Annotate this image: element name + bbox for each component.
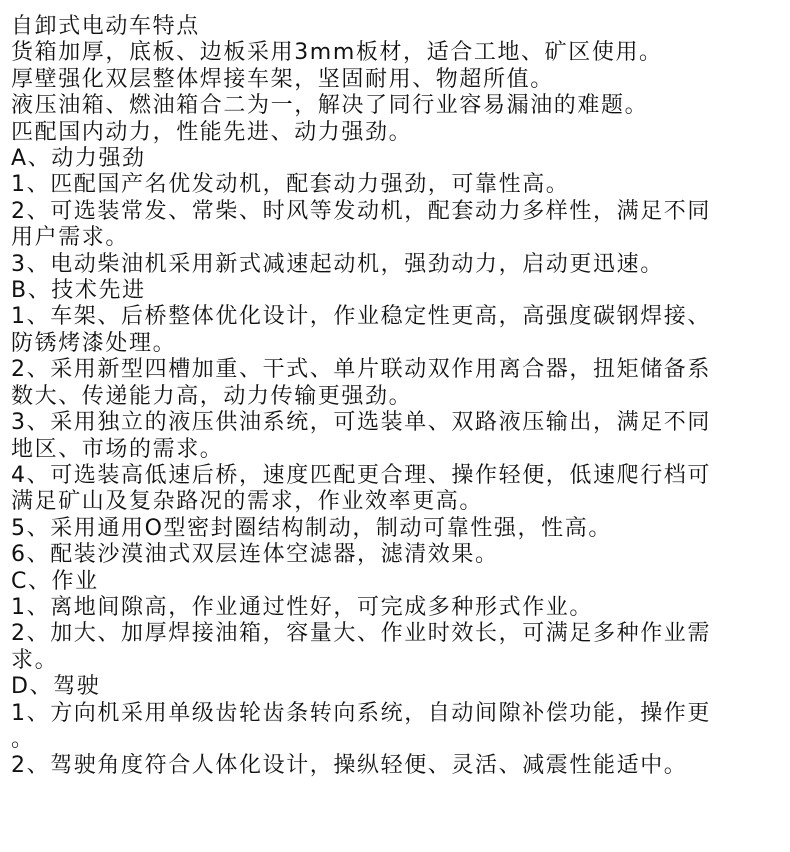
section-b-line: 1、车架、后桥整体优化设计，作业稳定性更高，高强度碳钢焊接、 xyxy=(11,304,711,330)
section-heading-d: D、驾驶 xyxy=(11,674,101,700)
section-b-line: 地区、市场的需求。 xyxy=(11,436,224,462)
section-c-line: 求。 xyxy=(11,647,59,673)
section-heading-b: B、技术先进 xyxy=(11,278,146,304)
intro-line: 厚壁强化双层整体焊接车架，坚固耐用、物超所值。 xyxy=(11,66,554,92)
section-d-line: 。 xyxy=(11,726,35,752)
section-heading-a: A、动力强劲 xyxy=(11,146,146,172)
section-b-line: 5、采用通用O型密封圈结构制动，制动可靠性强，性高。 xyxy=(11,515,612,541)
section-b-line: 满足矿山及复杂路况的需求，作业效率更高。 xyxy=(11,489,484,515)
section-c-line: 2、加大、加厚焊接油箱，容量大、作业时效长，可满足多种作业需 xyxy=(11,621,711,647)
section-c-line: 1、离地间隙高，作业通过性好，可完成多种形式作业。 xyxy=(11,594,593,620)
section-a-line: 用户需求。 xyxy=(11,225,130,251)
section-b-line: 2、采用新型四槽加重、干式、单片联动双作用离合器，扭矩储备系 xyxy=(11,357,711,383)
section-b-line: 3、采用独立的液压供油系统，可选装单、双路液压输出，满足不同 xyxy=(11,410,711,436)
section-b-line: 6、配装沙漠油式双层连体空滤器，滤清效果。 xyxy=(11,542,499,568)
section-a-line: 2、可选装常发、常柴、时风等发动机，配套动力多样性，满足不同 xyxy=(11,198,711,224)
intro-line: 匹配国内动力，性能先进、动力强劲。 xyxy=(11,119,413,145)
intro-line: 液压油箱、燃油箱合二为一，解决了同行业容易漏油的难题。 xyxy=(11,93,649,119)
section-b-line: 防锈烤漆处理。 xyxy=(11,330,177,356)
section-d-line: 2、驾驶角度符合人体化设计，操纵轻便、灵活、减震性能适中。 xyxy=(11,753,688,779)
document-body xyxy=(11,14,786,780)
section-heading-c: C、作业 xyxy=(11,568,99,594)
section-b-line: 4、可选装高低速后桥，速度匹配更合理、操作轻便，低速爬行档可 xyxy=(11,462,711,488)
section-a-line: 3、电动柴油机采用新式减速起动机，强劲动力，启动更迅速。 xyxy=(11,251,664,277)
section-b-line: 数大、传递能力高，动力传输更强劲。 xyxy=(11,383,413,409)
section-d-line: 1、方向机采用单级齿轮齿条转向系统，自动间隙补偿功能，操作更 xyxy=(11,700,711,726)
page-title: 自卸式电动车特点 xyxy=(11,14,200,39)
intro-line: 货箱加厚，底板、边板采用3mm板材，适合工地、矿区使用。 xyxy=(11,40,663,66)
section-a-line: 1、匹配国产名优发动机，配套动力强劲，可靠性高。 xyxy=(11,172,570,198)
